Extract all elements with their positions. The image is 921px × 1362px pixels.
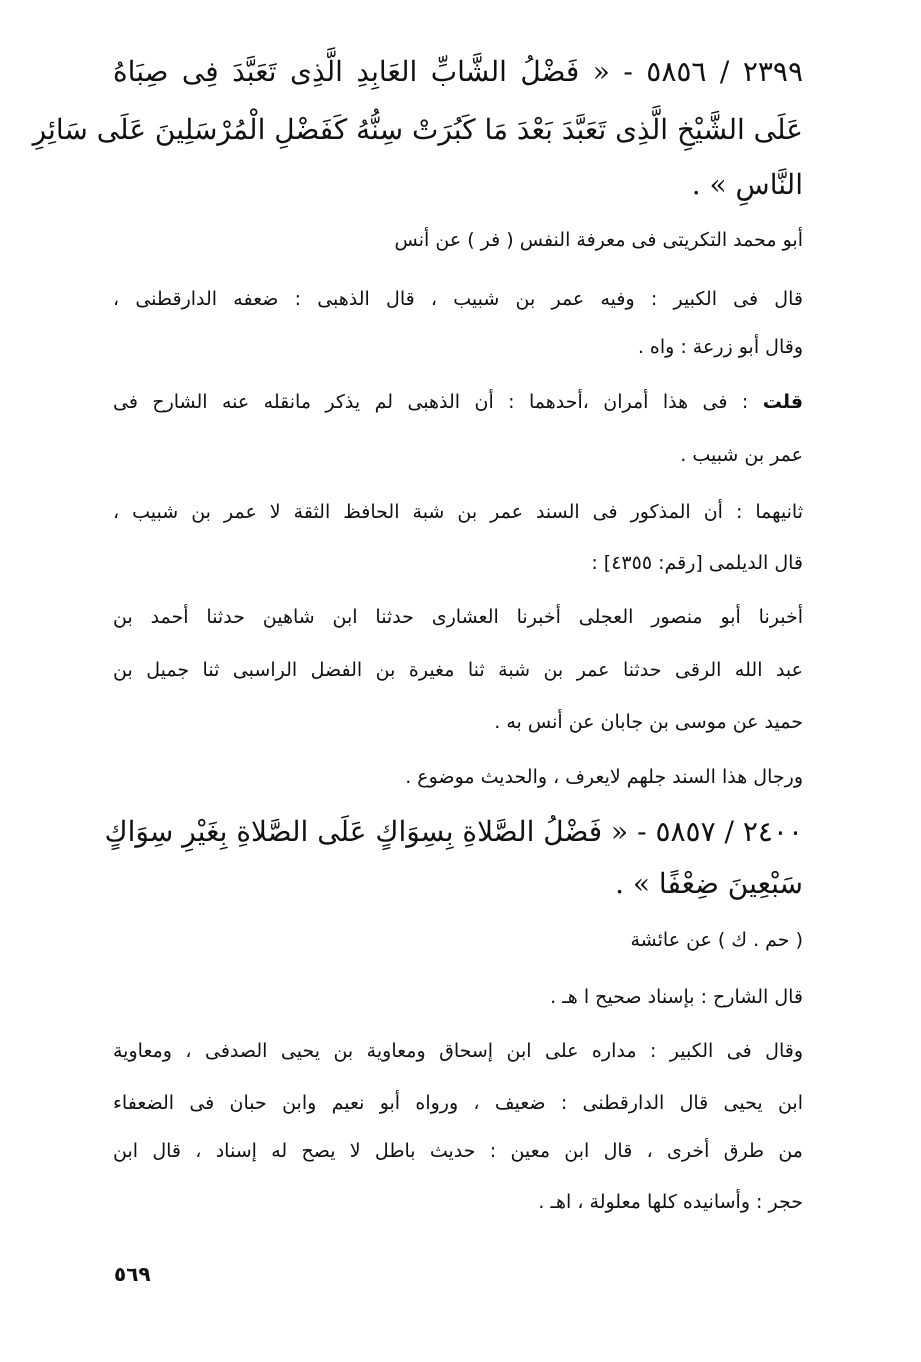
hadith-2399-line-1: ٢٣٩٩ / ٥٨٥٦ - « فَضْلُ الشَّابِّ العَابِدِ الَّذِى تَعَبَّدَ فِى صِبَاهُ [113, 55, 803, 88]
hadith-2400-comment-2-line-3: من طرق أخرى ، قال ابن معين : حديث باطل لا يصح له إسناد ، قال ابن [113, 1140, 803, 1162]
hadith-2399-isnad-line-1: أخبرنا أبو منصور العجلى أخبرنا العشارى حدثنا ابن شاهين حدثنا أحمد بن [113, 606, 803, 628]
hadith-2399-comment-1-line-2: وقال أبو زرعة : واه . [637, 336, 803, 358]
qultu-text: : فى هذا أمران ،أحدهما : أن الذهبى لم يذكر مانقله عنه الشارح فى [113, 391, 749, 413]
hadith-2399-comment-1-line-1: قال فى الكبير : وفيه عمر بن شبيب ، قال الذهبى : ضعفه الدارقطنى ، [113, 288, 803, 310]
hadith-2400-comment-1: قال الشارح : بإسناد صحيح ا هـ . [550, 986, 803, 1008]
hadith-2399-comment-2-line-2: عمر بن شبيب . [680, 444, 803, 466]
page-number: ٥٦٩ [114, 1262, 151, 1286]
hadith-2399-comment-2-line-1 [113, 388, 803, 416]
hadith-2400-comment-2-line-1: وقال فى الكبير : مداره على ابن إسحاق ومعاوية بن يحيى الصدفى ، ومعاوية [113, 1040, 803, 1062]
hadith-2400-line-2: سَبْعِينَ ضِعْفًا » . [615, 867, 803, 900]
hadith-2400-comment-2-line-4: حجر : وأسانيده كلها معلولة ، اهـ . [538, 1191, 803, 1213]
hadith-2399-isnad-line-2: عبد الله الرقى حدثنا عمر بن شبة ثنا مغيرة بن الفضل الراسبى ثنا جميل بن [113, 659, 803, 681]
hadith-2399-verdict: ورجال هذا السند جلهم لايعرف ، والحديث موضوع . [405, 766, 803, 788]
hadith-2399-line-2: عَلَى الشَّيْخِ الَّذِى تَعَبَّدَ بَعْدَ مَا كَبُرَتْ سِنُّهُ كَفَضْلِ الْمُرْسَلِينَ عَلَى سَائِرِ [32, 113, 803, 146]
qultu-label: قلت [762, 391, 804, 413]
hadith-2400-source: ( حم . ك ) عن عائشة [630, 929, 803, 951]
hadith-2399-comment-3-line-2: قال الديلمى [رقم: ٤٣٥٥] : [591, 552, 803, 574]
hadith-2400-line-1: ٢٤٠٠ / ٥٨٥٧ - « فَضْلُ الصَّلاةِ بِسِوَاكٍ عَلَى الصَّلاةِ بِغَيْرِ سِوَاكٍ [104, 815, 803, 848]
hadith-2400-comment-2-line-2: ابن يحيى قال الدارقطنى : ضعيف ، ورواه أبو نعيم وابن حبان فى الضعفاء [113, 1092, 803, 1114]
hadith-2399-isnad-line-3: حميد عن موسى بن جابان عن أنس به . [494, 711, 803, 733]
hadith-2399-line-3: النَّاسِ » . [691, 168, 803, 201]
hadith-2399-source: أبو محمد التكريتى فى معرفة النفس ( فر ) عن أنس [394, 229, 803, 251]
hadith-2399-comment-3-line-1: ثانيهما : أن المذكور فى السند عمر بن شبة الحافظ الثقة لا عمر بن شبيب ، [113, 501, 803, 523]
